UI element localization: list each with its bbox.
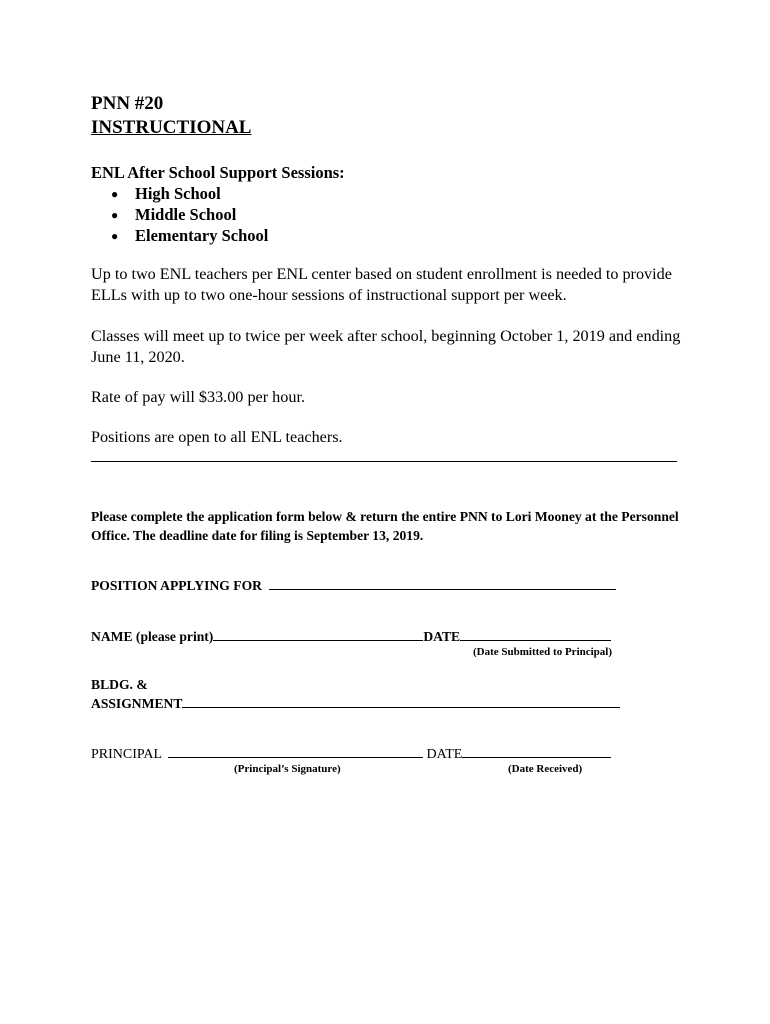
bldg-label: BLDG. & [91, 677, 148, 692]
date-submitted-caption: (Date Submitted to Principal) [473, 646, 613, 658]
date-submitted-field[interactable] [460, 628, 611, 641]
list-item [111, 204, 268, 225]
principal-signature-field[interactable] [168, 745, 423, 758]
principal-row [91, 745, 611, 763]
name-row [91, 628, 611, 645]
assignment-row [91, 695, 620, 712]
principal-label: PRINCIPAL [91, 747, 162, 762]
application-instructions: Please complete the application form below & return the entire PNN to Lori Mooney at the Personnel Office. The deadline date for filing is September 13, 2019. [91, 509, 679, 543]
list-item-label: High School [135, 184, 221, 203]
bullet-icon: ● [111, 187, 119, 201]
sessions-list [111, 183, 268, 246]
list-item-label: Middle School [135, 205, 237, 224]
name-field[interactable] [213, 628, 423, 641]
paragraph-schedule: Classes will meet up to twice per week after school, beginning October 1, 2019 and ending June 11, 2020. [91, 327, 681, 366]
paragraph-staffing: Up to two ENL teachers per ENL center based on student enrollment is needed to provide ELLs with up to two one-hour sessions of instructional support per week. [91, 265, 672, 304]
position-row [91, 577, 616, 594]
bullet-icon: ● [111, 229, 119, 243]
paragraph-rate: Rate of pay will $33.00 per hour. [91, 388, 305, 406]
sessions-heading: ENL After School Support Sessions: [91, 163, 345, 182]
pnn-type-heading: INSTRUCTIONAL [91, 117, 252, 138]
principal-date-label: DATE [426, 747, 463, 762]
pnn-number-heading: PNN #20 [91, 93, 164, 114]
bullet-icon: ● [111, 208, 119, 222]
position-field[interactable] [269, 577, 616, 590]
name-label: NAME (please print) [91, 629, 214, 644]
assignment-label: ASSIGNMENT [91, 696, 183, 711]
list-item [111, 225, 268, 246]
section-divider [91, 461, 677, 462]
paragraph-eligibility: Positions are open to all ENL teachers. [91, 428, 343, 446]
date-received-field[interactable] [462, 745, 611, 758]
principal-signature-caption: (Principal’s Signature) [234, 763, 341, 775]
date-label: DATE [423, 629, 461, 644]
assignment-field[interactable] [182, 695, 620, 708]
position-label: POSITION APPLYING FOR [91, 578, 262, 593]
list-item [111, 183, 268, 204]
list-item-label: Elementary School [135, 226, 269, 245]
date-received-caption: (Date Received) [508, 763, 583, 775]
